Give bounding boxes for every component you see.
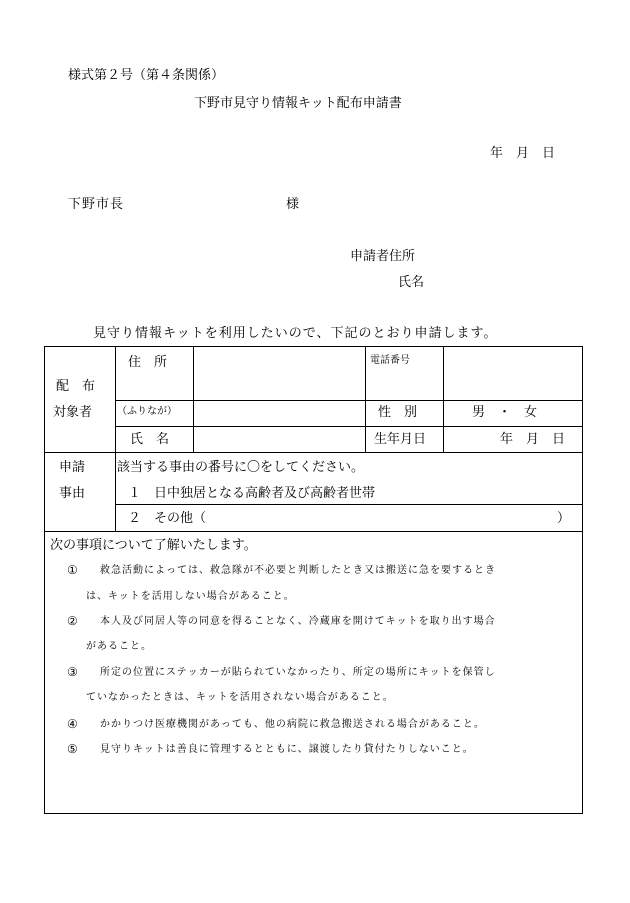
name-label: 氏 名: [130, 432, 170, 447]
birthdate-label: 生年月日: [374, 432, 427, 447]
note-2-line1: 本人及び同居人等の同意を得ることなく、冷蔵庫を開けてキットを取り出す場合: [100, 616, 496, 627]
address-field[interactable]: [194, 347, 365, 400]
gender-options[interactable]: 男 ・ 女: [472, 405, 538, 420]
note-mark-4: ④: [67, 717, 78, 731]
note-mark-5: ⑤: [67, 742, 78, 756]
notes-heading: 次の事項について了解いたします。: [50, 538, 257, 553]
intro-text: 見守り情報キットを利用したいので、下記のとおり申請します。: [93, 326, 498, 341]
name-field[interactable]: [194, 427, 365, 452]
address-label: 住 所: [128, 355, 168, 370]
gender-label: 性 別: [378, 405, 418, 420]
phone-label: 電話番号: [370, 355, 410, 366]
note-5-line1: 見守りキットは善良に管理するとともに、譲渡したり貸付たりしないこと。: [100, 744, 474, 755]
phone-field[interactable]: [444, 347, 582, 400]
applicant-name-label: 氏名: [398, 275, 425, 290]
page-title: 下野市見守り情報キット配布申請書: [194, 96, 402, 111]
note-mark-1: ①: [67, 563, 78, 577]
reason-instruction: 該当する事由の番号に〇をしてください。: [117, 460, 365, 475]
birthdate-value[interactable]: 年 月 日: [500, 432, 566, 447]
reason-option-2-close: ）: [557, 511, 571, 526]
applicant-address-label: 申請者住所: [350, 249, 416, 264]
honorific: 様: [286, 197, 300, 212]
note-mark-3: ③: [67, 665, 78, 679]
reason-option-1[interactable]: １ 日中独居となる高齢者及び高齢者世帯: [128, 486, 376, 501]
note-2-line2: があること。: [86, 641, 152, 652]
target-label-2: 対象者: [53, 405, 93, 420]
note-3-line2: ていなかったときは、キットを活用されない場合があること。: [86, 692, 394, 703]
target-label-1: 配 布: [56, 379, 96, 394]
form-number: 様式第２号（第４条関係）: [68, 68, 225, 83]
note-1-line1: 救急活動によっては、救急隊が不必要と判断したとき又は搬送に急を要するとき: [100, 565, 496, 576]
reason-label-2: 事由: [59, 486, 86, 501]
furigana-label: （ふりなが）: [117, 406, 177, 417]
addressee: 下野市長: [68, 197, 125, 212]
note-3-line1: 所定の位置にステッカーが貼られていなかったり、所定の場所にキットを保管し: [100, 667, 496, 678]
date-line: 年 月 日: [490, 146, 556, 161]
note-4-line1: かかりつけ医療機関があっても、他の病院に救急搬送される場合があること。: [100, 719, 485, 730]
reason-option-2[interactable]: ２ その他（: [128, 511, 207, 526]
reason-label-1: 申請: [59, 460, 86, 475]
note-1-line2: は、キットを活用しない場合があること。: [86, 591, 295, 602]
note-mark-2: ②: [67, 614, 78, 628]
furigana-field[interactable]: [194, 401, 365, 426]
